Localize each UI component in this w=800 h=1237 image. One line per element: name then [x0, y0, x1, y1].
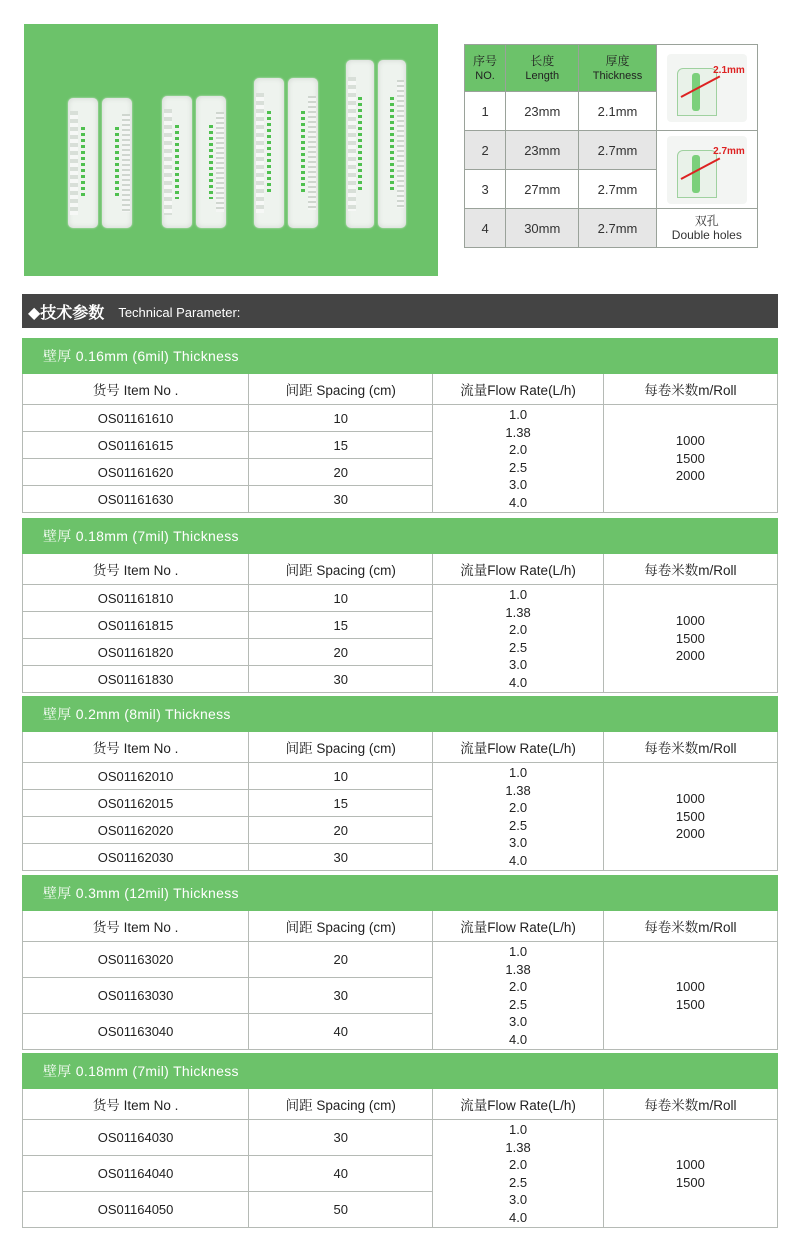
emitter-image: [288, 78, 318, 228]
header-no: 序号 NO.: [465, 45, 506, 92]
flow-rate-list: 1.0 1.38 2.0 2.5 3.0 4.0: [433, 763, 603, 871]
flow-rate-list: 1.0 1.38 2.0 2.5 3.0 4.0: [433, 942, 603, 1050]
table-row: OS01164030 30 1.0 1.38 2.0 2.5 3.0 4.0 1000 1500: [23, 1120, 778, 1156]
size-spec-table: [464, 44, 758, 248]
product-photo: [24, 24, 438, 276]
col-flow: 流量Flow Rate(L/h): [433, 554, 603, 585]
col-spacing: 间距 Spacing (cm): [249, 732, 433, 763]
col-roll: 每卷米数m/Roll: [603, 374, 777, 405]
col-spacing: 间距 Spacing (cm): [249, 911, 433, 942]
thickness-table-1: [22, 338, 778, 513]
col-spacing: 间距 Spacing (cm): [249, 554, 433, 585]
col-roll: 每卷米数m/Roll: [603, 554, 777, 585]
roll-length-list: 1000 1500 2000: [603, 763, 777, 871]
col-item: 货号 Item No .: [23, 732, 249, 763]
col-flow: 流量Flow Rate(L/h): [433, 911, 603, 942]
table-row: OS01161620 20: [23, 459, 778, 486]
emitter-image: [378, 60, 406, 228]
flow-rate-list: 1.0 1.38 2.0 2.5 3.0 4.0: [433, 585, 603, 693]
col-roll: 每卷米数m/Roll: [603, 1089, 777, 1120]
double-holes-label: 双孔 Double holes: [656, 209, 757, 248]
banner-title-cn: ◆技术参数: [28, 304, 105, 322]
table-row: OS01161815 15: [23, 612, 778, 639]
table-row: OS01164050 50: [23, 1192, 778, 1228]
col-roll: 每卷米数m/Roll: [603, 732, 777, 763]
table-row: OS01161615 15: [23, 432, 778, 459]
table-row: OS01161810 10 1.0 1.38 2.0 2.5 3.0 4.0 1000 1500 2000: [23, 585, 778, 612]
thickness-table-4: [22, 875, 778, 1050]
emitter-image: [196, 96, 226, 228]
table-row: OS01163030 30: [23, 978, 778, 1014]
emitter-image: [162, 96, 192, 228]
flow-rate-list: 1.0 1.38 2.0 2.5 3.0 4.0: [433, 1120, 603, 1228]
table-row: 4 30mm 2.7mm 双孔 Double holes: [465, 209, 758, 248]
banner-title-en: Technical Parameter:: [118, 305, 241, 320]
table-row: OS01162010 10 1.0 1.38 2.0 2.5 3.0 4.0 1000 1500 2000: [23, 763, 778, 790]
col-item: 货号 Item No .: [23, 911, 249, 942]
roll-length-list: 1000 1500: [603, 942, 777, 1050]
table-row: OS01162015 15: [23, 790, 778, 817]
col-item: 货号 Item No .: [23, 1089, 249, 1120]
emitter-image: [102, 98, 132, 228]
table-title: 壁厚 0.18mm (7mil) Thickness: [23, 519, 778, 554]
roll-length-list: 1000 1500 2000: [603, 405, 777, 513]
thickness-21-image: 2.1mm: [656, 45, 757, 131]
col-spacing: 间距 Spacing (cm): [249, 374, 433, 405]
table-row: OS01162020 20: [23, 817, 778, 844]
col-flow: 流量Flow Rate(L/h): [433, 1089, 603, 1120]
thickness-27-image: 2.7mm: [656, 131, 757, 209]
table-title: 壁厚 0.16mm (6mil) Thickness: [23, 339, 778, 374]
table-row: OS01164040 40: [23, 1156, 778, 1192]
table-row: OS01161820 20: [23, 639, 778, 666]
table-row: OS01161830 30: [23, 666, 778, 693]
table-row: 1 23mm 2.1mm: [465, 92, 758, 131]
roll-length-list: 1000 1500 2000: [603, 585, 777, 693]
table-title: 壁厚 0.2mm (8mil) Thickness: [23, 697, 778, 732]
table-row: OS01163040 40: [23, 1014, 778, 1050]
header-length: 长度 Length: [506, 45, 579, 92]
col-flow: 流量Flow Rate(L/h): [433, 374, 603, 405]
col-roll: 每卷米数m/Roll: [603, 911, 777, 942]
emitter-image: [254, 78, 284, 228]
emitter-image: [346, 60, 374, 228]
table-row: 2 23mm 2.7mm 2.7mm: [465, 131, 758, 170]
table-row: OS01161630 30: [23, 486, 778, 513]
table-row: OS01163020 20 1.0 1.38 2.0 2.5 3.0 4.0 1000 1500: [23, 942, 778, 978]
table-title: 壁厚 0.3mm (12mil) Thickness: [23, 876, 778, 911]
table-title: 壁厚 0.18mm (7mil) Thickness: [23, 1054, 778, 1089]
table-row: OS01161610 10 1.0 1.38 2.0 2.5 3.0 4.0 1000 1500 2000: [23, 405, 778, 432]
technical-parameter-banner: [22, 294, 778, 328]
thickness-table-5: [22, 1053, 778, 1228]
emitter-image: [68, 98, 98, 228]
col-item: 货号 Item No .: [23, 554, 249, 585]
roll-length-list: 1000 1500: [603, 1120, 777, 1228]
flow-rate-list: 1.0 1.38 2.0 2.5 3.0 4.0: [433, 405, 603, 513]
col-flow: 流量Flow Rate(L/h): [433, 732, 603, 763]
table-row: OS01162030 30: [23, 844, 778, 871]
col-item: 货号 Item No .: [23, 374, 249, 405]
thickness-table-2: [22, 518, 778, 693]
header-thickness: 厚度 Thickness: [579, 45, 656, 92]
col-spacing: 间距 Spacing (cm): [249, 1089, 433, 1120]
table-row: 3 27mm 2.7mm: [465, 170, 758, 209]
thickness-table-3: [22, 696, 778, 871]
